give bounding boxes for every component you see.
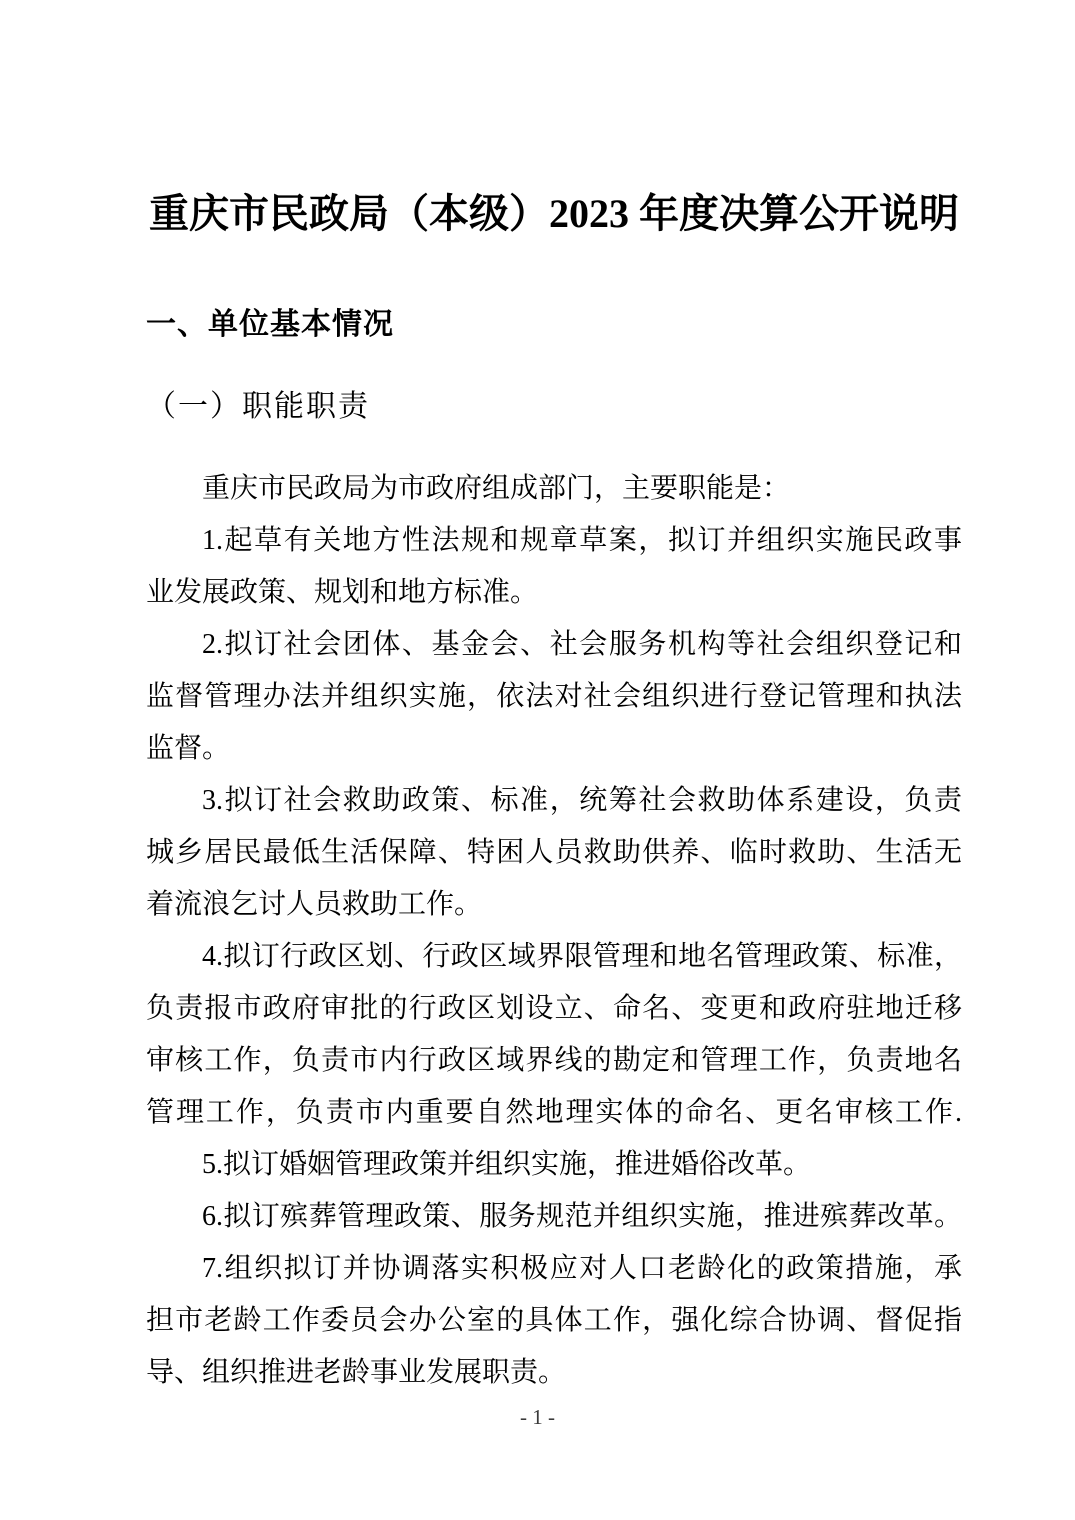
body-line: 7.组织拟订并协调落实积极应对人口老龄化的政策措施，承	[202, 1253, 962, 1284]
body-line: 监督。	[146, 733, 231, 764]
body-line: 重庆市民政局为市政府组成部门，主要职能是：	[202, 473, 791, 504]
body-line: 业发展政策、规划和地方标准。	[146, 577, 539, 608]
body-line: 6.拟订殡葬管理政策、服务规范并组织实施，推进殡葬改革。	[202, 1201, 962, 1232]
body-line: 监督管理办法并组织实施，依法对社会组织进行登记管理和执法	[146, 681, 962, 712]
body-line: 管理工作，负责市内重要自然地理实体的命名、更名审核工作.	[146, 1097, 962, 1128]
body-line: 4.拟订行政区划、行政区域界限管理和地名管理政策、标准，	[202, 941, 962, 972]
body-line: 负责报市政府审批的行政区划设立、命名、变更和政府驻地迁移	[146, 993, 962, 1024]
body-line: 导、组织推进老龄事业发展职责。	[146, 1357, 567, 1388]
document-content	[0, 188, 1075, 1399]
body-line: 审核工作，负责市内行政区域界线的勘定和管理工作，负责地名	[146, 1045, 962, 1076]
body-line: 着流浪乞讨人员救助工作。	[146, 889, 483, 920]
document-body	[146, 463, 962, 1399]
page-number: - 1 -	[520, 1405, 555, 1429]
body-line: 2.拟订社会团体、基金会、社会服务机构等社会组织登记和	[202, 629, 962, 660]
subsection-heading: （一）职能职责	[146, 390, 370, 423]
body-line: 城乡居民最低生活保障、特困人员救助供养、临时救助、生活无	[146, 837, 962, 868]
body-line: 1.起草有关地方性法规和规章草案，拟订并组织实施民政事	[202, 525, 962, 556]
body-line: 担市老龄工作委员会办公室的具体工作，强化综合协调、督促指	[146, 1305, 962, 1336]
section-heading: 一、单位基本情况	[146, 308, 394, 341]
body-line: 3.拟订社会救助政策、标准，统筹社会救助体系建设，负责	[202, 785, 962, 816]
document-title: 重庆市民政局（本级）2023 年度决算公开说明	[149, 191, 959, 236]
body-line: 5.拟订婚姻管理政策并组织实施，推进婚俗改革。	[202, 1149, 812, 1180]
